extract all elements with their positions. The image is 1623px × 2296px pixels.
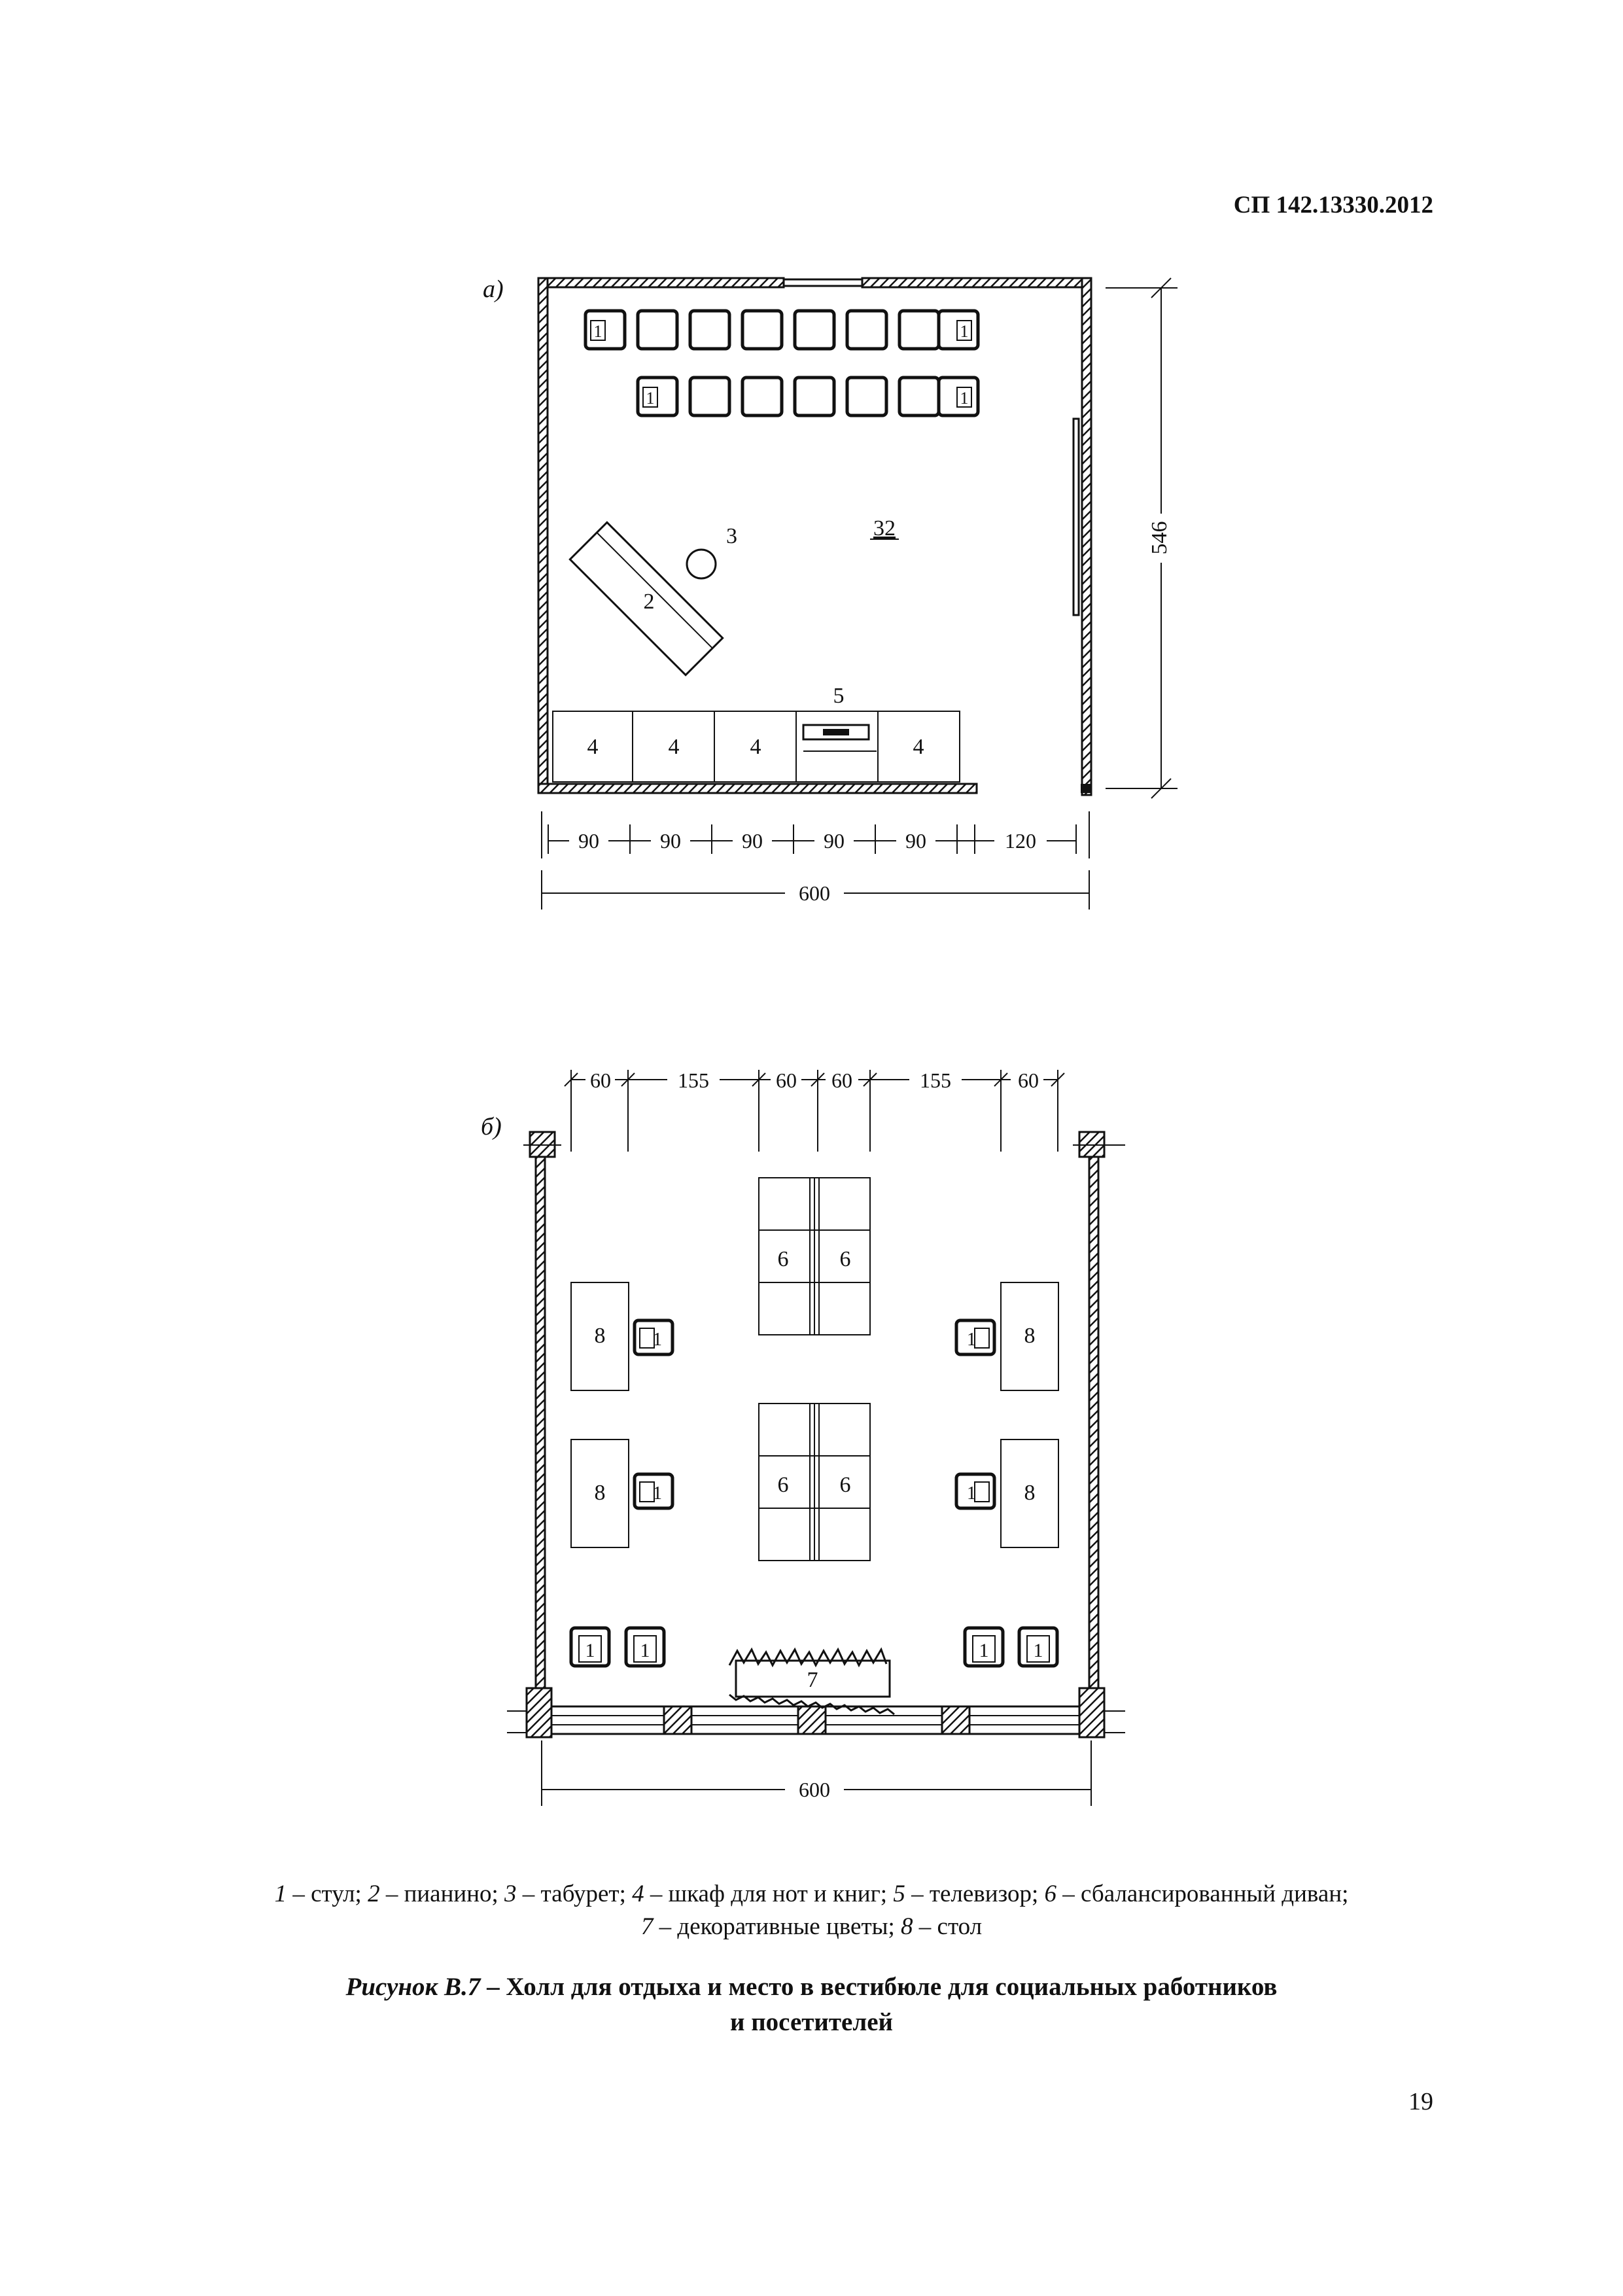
chair <box>638 311 677 349</box>
chair <box>899 311 939 349</box>
sofa-label: 6 <box>777 1473 789 1497</box>
sofa-group-bottom <box>759 1404 870 1561</box>
legend-item: 3 – табурет; <box>504 1881 633 1907</box>
chair-label: 1 <box>979 1640 989 1661</box>
chair-label: 1 <box>593 322 602 341</box>
legend-item: 5 – телевизор; <box>893 1881 1045 1907</box>
top-dim: 60 <box>1018 1069 1039 1092</box>
top-dim: 60 <box>590 1069 611 1092</box>
chair <box>899 378 939 415</box>
chair-label: 1 <box>653 1330 662 1350</box>
legend-item: 2 – пианино; <box>368 1881 505 1907</box>
segment-dim: 90 <box>660 829 681 853</box>
cabinet-label: 4 <box>750 735 761 759</box>
legend-item: 8 – стол <box>901 1913 983 1940</box>
page-number: 19 <box>1408 2088 1433 2115</box>
height-dimension-label: 546 <box>1147 521 1172 555</box>
segment-dim: 90 <box>742 829 763 853</box>
segment-dim: 120 <box>1005 829 1036 853</box>
table-label: 8 <box>1024 1481 1036 1505</box>
chair-label: 1 <box>646 389 655 408</box>
segment-dim: 90 <box>824 829 845 853</box>
chair-label: 1 <box>585 1640 595 1661</box>
tv-label: 5 <box>833 684 845 708</box>
figure-number: Рисунок В.7 <box>345 1973 481 2001</box>
chair-label: 1 <box>640 1640 650 1661</box>
right-desks <box>956 1282 1058 1547</box>
panel-b-label: б) <box>481 1113 502 1140</box>
chair <box>742 378 782 415</box>
panel-a-label: а) <box>483 275 504 303</box>
plan-a-chairs-row2 <box>638 378 978 415</box>
chair-label: 1 <box>967 1330 976 1350</box>
legend-item: 7 – декоративные цветы; <box>640 1913 901 1940</box>
flowers-label: 7 <box>807 1668 818 1692</box>
legend-item: 1 – стул; <box>274 1881 368 1907</box>
segment-dim: 90 <box>905 829 926 853</box>
chair <box>847 311 886 349</box>
top-dim: 155 <box>678 1069 709 1092</box>
figure-caption-line-2: и посетителей <box>729 2008 894 2036</box>
plan-a-drawing <box>458 262 1191 949</box>
table-label: 8 <box>1024 1324 1036 1348</box>
cabinet-label: 4 <box>587 735 599 759</box>
chair <box>690 311 729 349</box>
chair <box>795 378 834 415</box>
legend-line-1 <box>0 1878 1623 1911</box>
legend-item: 6 – сбалансированный диван; <box>1044 1881 1349 1907</box>
chair-label: 1 <box>967 1483 976 1504</box>
chair-label: 1 <box>1033 1640 1043 1661</box>
total-width-dim: 600 <box>799 881 830 905</box>
cabinet-label: 4 <box>668 735 680 759</box>
sofa-label: 6 <box>839 1473 851 1497</box>
piano-label: 2 <box>643 590 655 614</box>
sofa-group-top <box>759 1178 870 1335</box>
plan-a-cabinets <box>553 711 960 782</box>
cabinet-label: 4 <box>913 735 924 759</box>
stool <box>687 550 716 578</box>
room-area-label: 32 <box>873 516 896 540</box>
legend-item: 4 – шкаф для нот и книг; <box>632 1881 894 1907</box>
total-width-dim: 600 <box>799 1778 830 1801</box>
table-label: 8 <box>594 1481 606 1505</box>
stool-label: 3 <box>726 524 737 548</box>
document-code: СП 142.13330.2012 <box>1233 192 1433 219</box>
top-dim: 155 <box>920 1069 951 1092</box>
left-desks <box>571 1282 672 1547</box>
chair-label: 1 <box>653 1483 662 1504</box>
sofa-label: 6 <box>839 1247 851 1271</box>
top-dim: 60 <box>776 1069 797 1092</box>
chair <box>690 378 729 415</box>
plan-a-chairs-row1 <box>585 311 978 349</box>
chair-label: 1 <box>960 389 969 408</box>
legend-line-2 <box>0 1911 1623 1943</box>
top-dim: 60 <box>831 1069 852 1092</box>
chair <box>742 311 782 349</box>
chair-label: 1 <box>960 322 969 341</box>
plan-b-top-dims <box>565 1070 1064 1152</box>
figure-caption: Рисунок В.7 – Холл для отдыха и место в вестибюле для социальных работников <box>345 1973 1278 2001</box>
table-label: 8 <box>594 1324 606 1348</box>
segment-dim: 90 <box>578 829 599 853</box>
sofa-label: 6 <box>777 1247 789 1271</box>
chair <box>847 378 886 415</box>
chair <box>795 311 834 349</box>
plan-b-drawing <box>458 1040 1191 1845</box>
